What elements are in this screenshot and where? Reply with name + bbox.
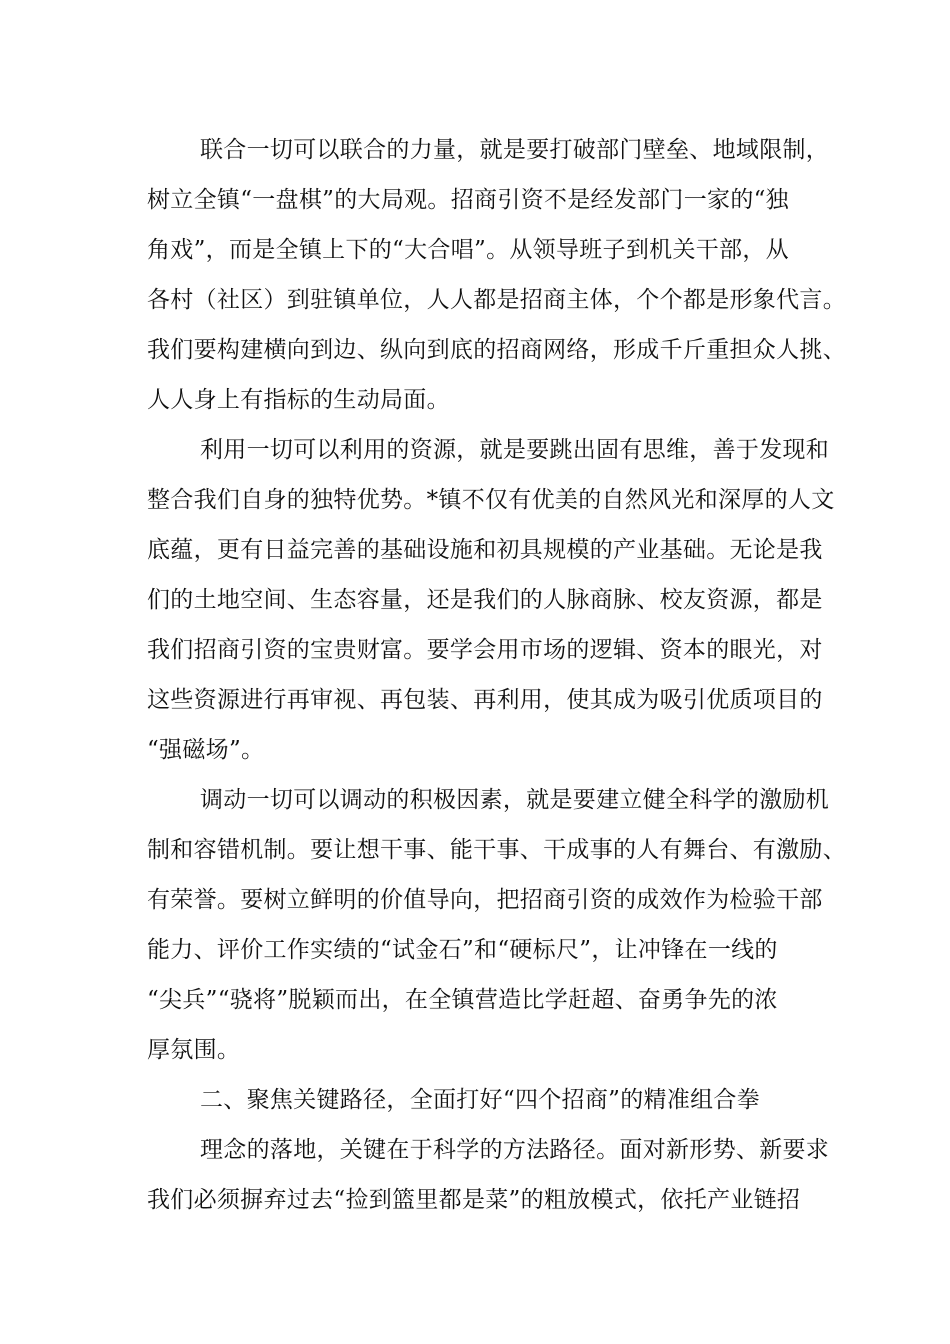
- paragraph-2-line-2: 整合我们自身的独特优势。*镇不仅有优美的自然风光和深厚的人文: [147, 487, 835, 513]
- paragraph-2-line-3: 底蕴，更有日益完善的基础设施和初具规模的产业基础。无论是我: [147, 537, 823, 563]
- paragraph-2-line-7: “强磁场”。: [147, 737, 265, 763]
- paragraph-2-line-6: 这些资源进行再审视、再包装、再利用，使其成为吸引优质项目的: [147, 687, 823, 713]
- section-heading: 二、聚焦关键路径，全面打好“四个招商”的精准组合拳: [200, 1087, 761, 1113]
- paragraph-3-line-6: 厚氛围。: [147, 1037, 241, 1063]
- paragraph-2-line-4: 们的土地空间、生态容量，还是我们的人脉商脉、校友资源，都是: [147, 587, 823, 613]
- paragraph-1-line-4: 各村（社区）到驻镇单位，人人都是招商主体，个个都是形象代言。: [147, 287, 846, 313]
- paragraph-2-line-5: 我们招商引资的宝贵财富。要学会用市场的逻辑、资本的眼光，对: [147, 637, 823, 663]
- paragraph-1-line-1: 联合一切可以联合的力量，就是要打破部门壁垒、地域限制，: [200, 137, 830, 163]
- paragraph-5-line-2: 我们必须摒弃过去“捡到篮里都是菜”的粗放模式，依托产业链招: [147, 1187, 801, 1213]
- paragraph-5-line-1: 理念的落地，关键在于科学的方法路径。面对新形势、新要求: [200, 1137, 830, 1163]
- paragraph-3-line-3: 有荣誉。要树立鲜明的价值导向，把招商引资的成效作为检验干部: [147, 887, 823, 913]
- paragraph-1-line-6: 人人身上有指标的生动局面。: [147, 387, 450, 413]
- paragraph-3-line-1: 调动一切可以调动的积极因素，就是要建立健全科学的激励机: [200, 787, 830, 813]
- paragraph-1-line-3: 角戏”，而是全镇上下的“大合唱”。从领导班子到机关干部，从: [147, 237, 789, 263]
- paragraph-3-line-2: 制和容错机制。要让想干事、能干事、干成事的人有舞台、有激励、: [147, 837, 846, 863]
- paragraph-3-line-4: 能力、评价工作实绩的“试金石”和“硬标尺”，让冲锋在一线的: [147, 937, 778, 963]
- paragraph-1-line-2: 树立全镇“一盘棋”的大局观。招商引资不是经发部门一家的“独: [147, 187, 789, 213]
- paragraph-3-line-5: “尖兵”“骁将”脱颖而出，在全镇营造比学赶超、奋勇争先的浓: [147, 987, 778, 1013]
- paragraph-2-line-1: 利用一切可以利用的资源，就是要跳出固有思维，善于发现和: [200, 437, 830, 463]
- paragraph-1-line-5: 我们要构建横向到边、纵向到底的招商网络，形成千斤重担众人挑、: [147, 337, 846, 363]
